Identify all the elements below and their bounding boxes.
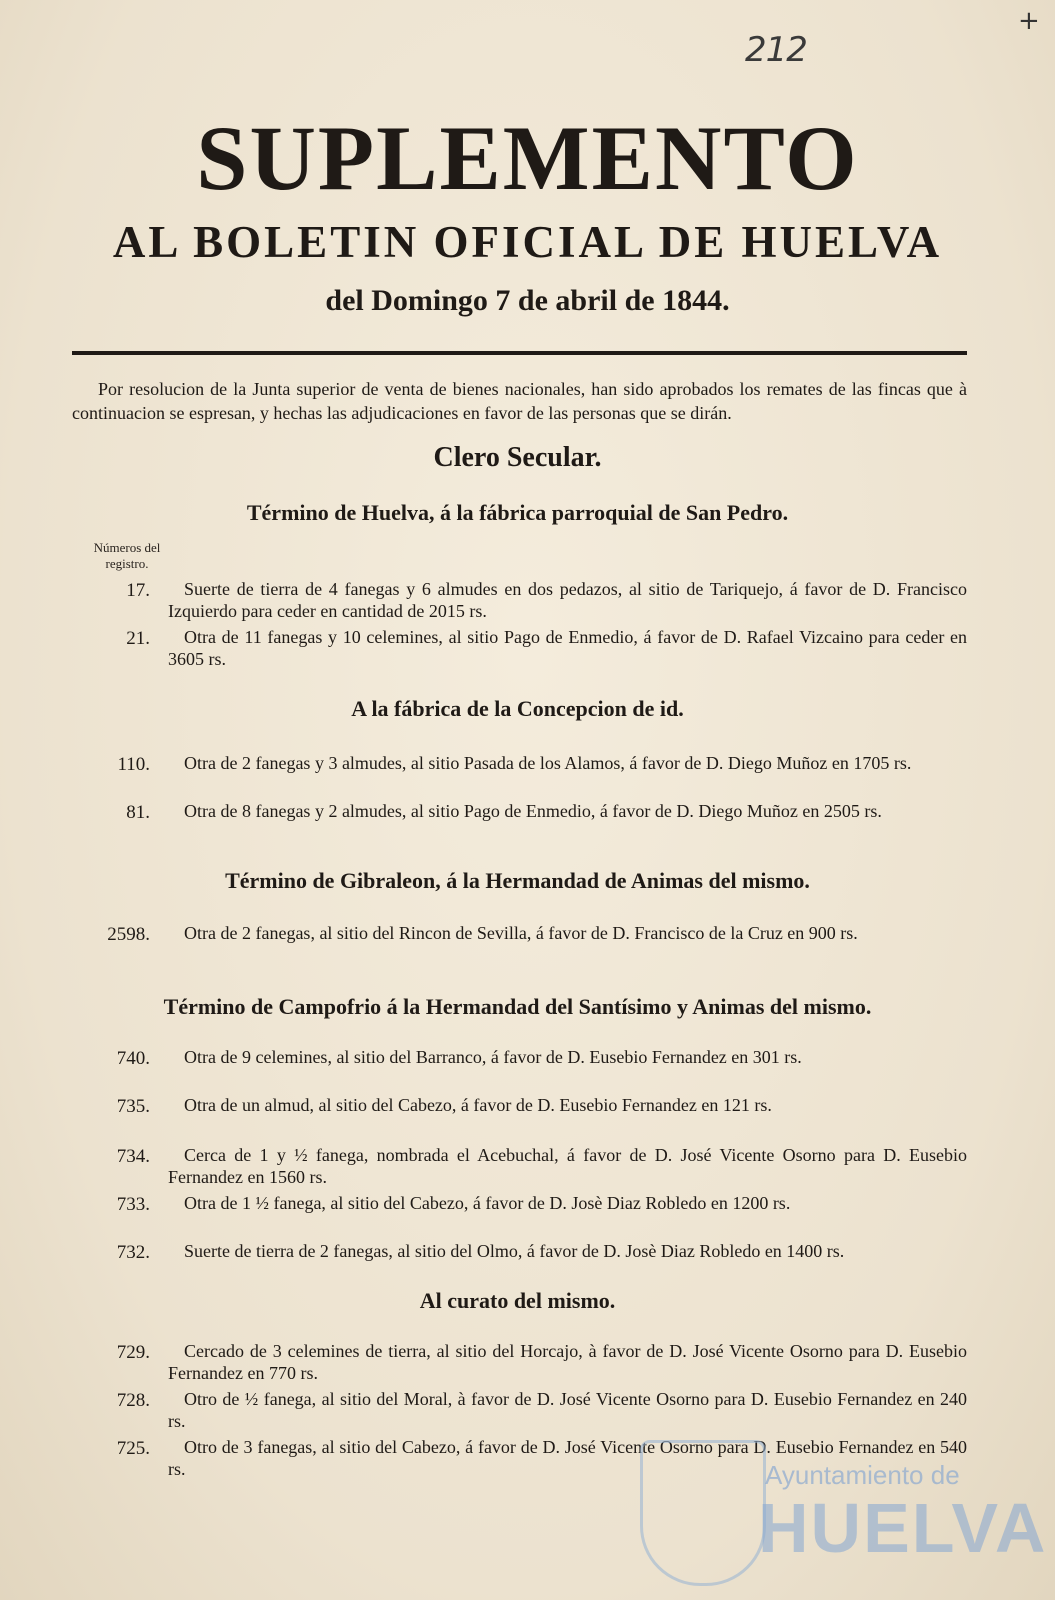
entry-number: 110.: [117, 754, 150, 775]
entry-text: Otra de 2 fanegas, al sitio del Rincon de Sevilla, á favor de D. Francisco de la Cruz en 900 rs.: [184, 923, 858, 943]
entry-number: 17.: [126, 580, 150, 601]
entry-number: 732.: [116, 1242, 150, 1263]
register-entry: [72, 1046, 967, 1068]
coat-of-arms-icon: [640, 1440, 766, 1586]
register-entry: [72, 1144, 967, 1188]
entry-text: Suerte de tierra de 4 fanegas y 6 almudes en dos pedazos, al sitio de Tariquejo, á favor de D. Francisco Izquierdo para ceder en cantidad de 2015 rs.: [168, 579, 967, 621]
section-heading: Término de Gibraleon, á la Hermandad de Animas del mismo.: [225, 868, 810, 893]
entry-number: 740.: [116, 1048, 150, 1069]
register-entry: [72, 626, 967, 670]
entry-text: Otra de 2 fanegas y 3 almudes, al sitio Pasada de los Alamos, á favor de D. Diego Muñoz en 1705 rs.: [184, 753, 912, 773]
register-entry: [72, 922, 967, 944]
masthead-rule: [72, 351, 967, 355]
register-entry: [72, 578, 967, 622]
entry-text: Suerte de tierra de 2 fanegas, al sitio del Olmo, á favor de D. Josè Diaz Robledo en 1400 rs.: [184, 1241, 845, 1261]
handwritten-page-number: 212: [745, 30, 807, 70]
entry-text: Cerca de 1 y ½ fanega, nombrada el Acebuchal, á favor de D. José Vicente Osorno para D. Eusebio Fernandez en 1560 rs.: [168, 1145, 967, 1187]
entry-number: 733.: [116, 1194, 150, 1215]
section-heading: Al curato del mismo.: [419, 1288, 616, 1313]
entry-number: 729.: [116, 1342, 150, 1363]
section-heading: Término de Campofrio á la Hermandad del Santísimo y Animas del mismo.: [163, 994, 872, 1019]
entry-number: 735.: [116, 1096, 150, 1117]
intro-paragraph: Por resolucion de la Junta superior de venta de bienes nacionales, han sido aprobados los remates de las fincas que à continuacion se espresan, y hechas las adjudicaciones en favor de las personas que se dirán.: [72, 379, 967, 423]
masthead-title: SUPLEMENTO: [196, 107, 859, 209]
entry-text: Otra de un almud, al sitio del Cabezo, á favor de D. Eusebio Fernandez en 121 rs.: [184, 1095, 772, 1115]
register-entry: [72, 800, 967, 822]
masthead-dateline: del Domingo 7 de abril de 1844.: [325, 284, 730, 317]
register-entry: [72, 1340, 967, 1384]
entry-text: Otra de 8 fanegas y 2 almudes, al sitio Pago de Enmedio, á favor de D. Diego Muñoz en 2505 rs.: [184, 801, 882, 821]
section-heading: Término de Huelva, á la fábrica parroquial de San Pedro.: [246, 500, 789, 525]
entry-number: 725.: [116, 1438, 150, 1459]
entry-text: Cercado de 3 celemines de tierra, al sitio del Horcajo, à favor de D. José Vicente Osorno para D. Eusebio Fernandez en 770 rs.: [168, 1341, 967, 1383]
archive-watermark: [640, 1440, 1048, 1590]
register-entry: [72, 1240, 967, 1262]
entry-number: 21.: [126, 628, 150, 649]
entry-text: Otro de 3 fanegas, al sitio del Cabezo, á favor de D. José Vicente Osorno para D. Eusebio Fernandez en 540 rs.: [168, 1437, 967, 1479]
masthead-subtitle: AL BOLETIN OFICIAL DE HUELVA: [112, 217, 943, 267]
register-entry: [72, 1192, 967, 1214]
entry-number: 734.: [116, 1146, 150, 1167]
entry-number: 81.: [126, 802, 150, 823]
entry-text: Otra de 1 ½ fanega, al sitio del Cabezo, á favor de D. Josè Diaz Robledo en 1200 rs.: [184, 1193, 791, 1213]
watermark-line-1: Ayuntamiento de: [765, 1460, 960, 1490]
entry-text: Otra de 9 celemines, al sitio del Barranco, á favor de D. Eusebio Fernandez en 301 rs.: [184, 1047, 802, 1067]
register-entry: [72, 1094, 967, 1116]
entry-text: Otra de 11 fanegas y 10 celemines, al sitio Pago de Enmedio, á favor de D. Rafael Vizcaino para ceder en 3605 rs.: [168, 627, 967, 669]
corner-mark: +: [1018, 6, 1040, 36]
register-entry: [72, 752, 967, 774]
watermark-line-2: HUELVA: [758, 1489, 1048, 1567]
main-heading: Clero Secular.: [433, 442, 602, 473]
entry-number: 728.: [116, 1390, 150, 1411]
register-label: Números del registro.: [93, 540, 161, 571]
entry-number: 2598.: [107, 924, 150, 945]
entry-text: Otro de ½ fanega, al sitio del Moral, à favor de D. José Vicente Osorno para D. Eusebio Fernandez en 240 rs.: [168, 1389, 967, 1431]
section-heading: A la fábrica de la Concepcion de id.: [351, 696, 684, 721]
register-entry: [72, 1388, 967, 1432]
